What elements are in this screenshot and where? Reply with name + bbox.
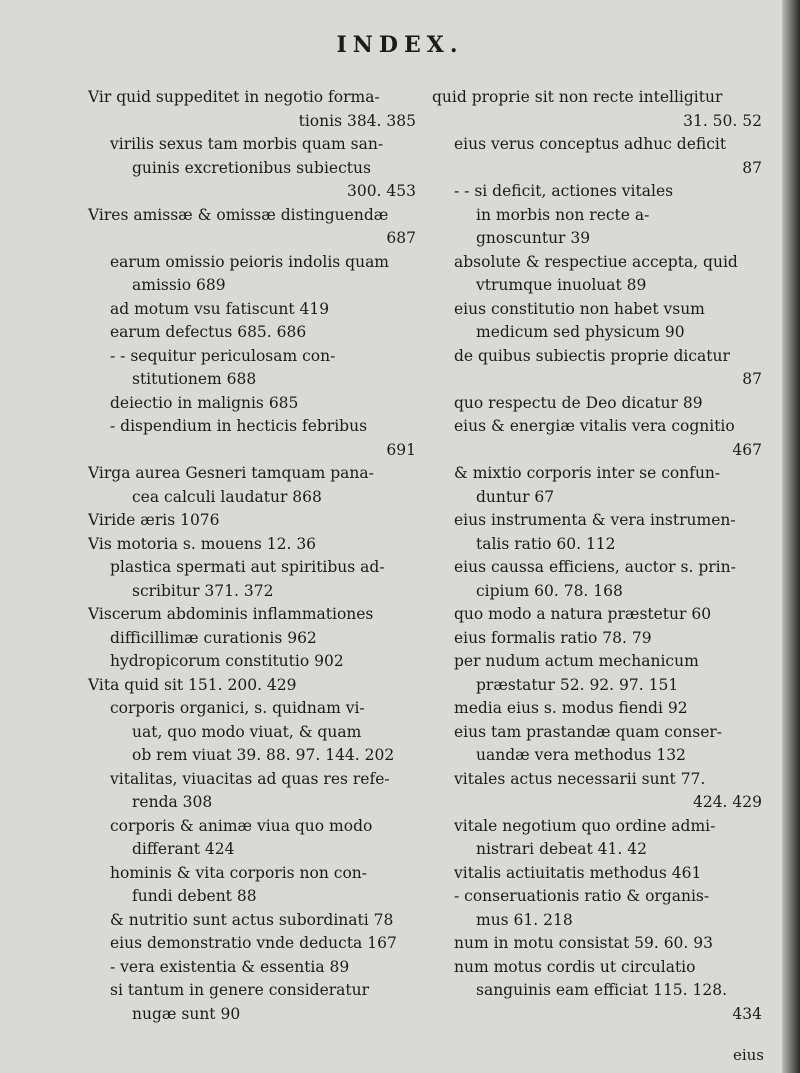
index-entry: eius formalis ratio 78. 79	[454, 628, 652, 647]
index-entry: & nutritio sunt actus subordinati 78	[110, 910, 394, 929]
index-entry: eius caussa efficiens, auctor s. prin-	[454, 558, 736, 576]
index-entry: si tantum in genere consideratur	[110, 981, 370, 999]
index-entry: num in motu consistat 59. 60. 93	[454, 934, 713, 952]
index-entry: præstatur 52. 92. 97. 151	[476, 675, 679, 694]
index-entry: renda 308	[132, 793, 213, 811]
index-entry: fundi debent 88	[132, 887, 257, 905]
index-entry: nistrari debeat 41. 42	[476, 840, 647, 858]
index-entry: duntur 67	[476, 487, 555, 506]
left-column	[88, 86, 416, 1026]
index-entry: corporis & animæ viua quo modo	[110, 816, 373, 835]
index-entry: differant 424	[132, 840, 235, 858]
index-entry: 424. 429	[692, 793, 762, 811]
index-entry: eius & energiæ vitalis vera cognitio	[454, 417, 735, 435]
index-entry: 87	[742, 158, 762, 177]
index-entry: guinis excretionibus subiectus	[132, 158, 371, 177]
index-entry: media eius s. modus fiendi 92	[454, 699, 688, 717]
index-entry: ob rem viuat 39. 88. 97. 144. 202	[132, 746, 395, 764]
index-entry: absolute & respectiue accepta, quid	[454, 252, 738, 271]
index-entry: stitutionem 688	[132, 370, 257, 388]
index-entry: 467	[732, 440, 762, 459]
index-entry: Virga aurea Gesneri tamquam pana-	[88, 464, 374, 482]
index-entry: 300. 453	[346, 182, 416, 200]
index-entry: - conseruationis ratio & organis-	[454, 887, 710, 905]
index-entry: 434	[732, 1004, 762, 1023]
index-entry: vitale negotium quo ordine admi-	[454, 816, 716, 835]
index-entry: medicum sed physicum 90	[476, 323, 685, 341]
index-entry: difficillimæ curationis 962	[110, 628, 317, 647]
index-entry: hominis & vita corporis non con-	[110, 863, 368, 882]
index-entry: earum omissio peioris indolis quam	[110, 252, 390, 271]
index-entry: talis ratio 60. 112	[476, 534, 616, 553]
index-entry: Vires amissæ & omissæ distinguendæ	[88, 205, 389, 224]
index-entry: eius instrumenta & vera instrumen-	[454, 511, 736, 529]
index-entry: de quibus subiectis proprie dicatur	[454, 346, 730, 365]
index-entry: num motus cordis ut circulatio	[454, 957, 696, 976]
index-entry: - vera existentia & essentia 89	[110, 957, 350, 976]
index-entry: gnoscuntur 39	[476, 229, 591, 247]
index-entry: & mixtio corporis inter se confun-	[454, 464, 721, 482]
index-entry: amissio 689	[132, 276, 226, 294]
index-entry: vtrumque inuoluat 89	[476, 276, 647, 294]
index-entry: deiectio in malignis 685	[110, 393, 299, 412]
index-entry: Viscerum abdominis inflammationes	[88, 605, 374, 623]
right-column	[432, 86, 762, 1026]
index-entry: nugæ sunt 90	[132, 1004, 241, 1023]
index-entry: uat, quo modo viuat, & quam	[132, 722, 362, 741]
index-entry: eius tam prastandæ quam conser-	[454, 722, 723, 741]
index-entry: vitalis actiuitatis methodus 461	[454, 863, 702, 882]
index-entry: sanguinis eam efficiat 115. 128.	[476, 981, 728, 999]
index-entry: eius demonstratio vnde deducta 167	[110, 934, 397, 952]
index-entry: hydropicorum constitutio 902	[110, 652, 344, 670]
index-entry: corporis organici, s. quidnam vi-	[110, 699, 365, 717]
catchword: eius	[732, 1046, 764, 1064]
index-entry: quo modo a natura præstetur 60	[454, 605, 712, 623]
index-entry: mus 61. 218	[476, 910, 573, 929]
page-header: INDEX.	[336, 32, 464, 58]
index-entry: quo respectu de Deo dicatur 89	[454, 393, 703, 412]
index-entry: plastica spermati aut spiritibus ad-	[110, 558, 385, 576]
index-entry: in morbis non recte a-	[476, 205, 650, 224]
index-entry: ad motum vsu fatiscunt 419	[110, 299, 330, 318]
index-entry: virilis sexus tam morbis quam san-	[110, 135, 384, 153]
index-entry: Viride æris 1076	[88, 511, 220, 529]
index-entry: quid proprie sit non recte intelligitur	[432, 88, 723, 106]
index-entry: scribitur 371. 372	[132, 581, 274, 600]
index-entry: Vita quid sit 151. 200. 429	[88, 675, 297, 694]
index-entry: cea calculi laudatur 868	[132, 487, 322, 506]
index-entry: uandæ vera methodus 132	[476, 746, 686, 764]
index-entry: 691	[386, 440, 416, 459]
index-entry: vitales actus necessarii sunt 77.	[454, 769, 706, 788]
index-entry: - dispendium in hecticis febribus	[110, 417, 368, 435]
index-entry: earum defectus 685. 686	[110, 323, 307, 341]
index-entry: 31. 50. 52	[683, 111, 762, 130]
index-entry: Vir quid suppeditet in negotio forma-	[88, 88, 380, 106]
index-entry: 687	[386, 229, 416, 247]
index-entry: per nudum actum mechanicum	[454, 652, 699, 670]
index-entry: eius verus conceptus adhuc deficit	[454, 135, 727, 153]
page-edge-shadow	[782, 0, 800, 1073]
index-entry: vitalitas, viuacitas ad quas res refe-	[110, 769, 390, 788]
index-entry: Vis motoria s. mouens 12. 36	[88, 534, 317, 553]
index-entry: eius constitutio non habet vsum	[454, 299, 705, 318]
index-entry: - - sequitur periculosam con-	[110, 346, 336, 365]
index-entry: tionis 384. 385	[298, 111, 416, 130]
index-entry: cipium 60. 78. 168	[476, 581, 623, 600]
index-entry: 87	[742, 370, 762, 388]
index-entry: - - si deficit, actiones vitales	[454, 182, 674, 200]
